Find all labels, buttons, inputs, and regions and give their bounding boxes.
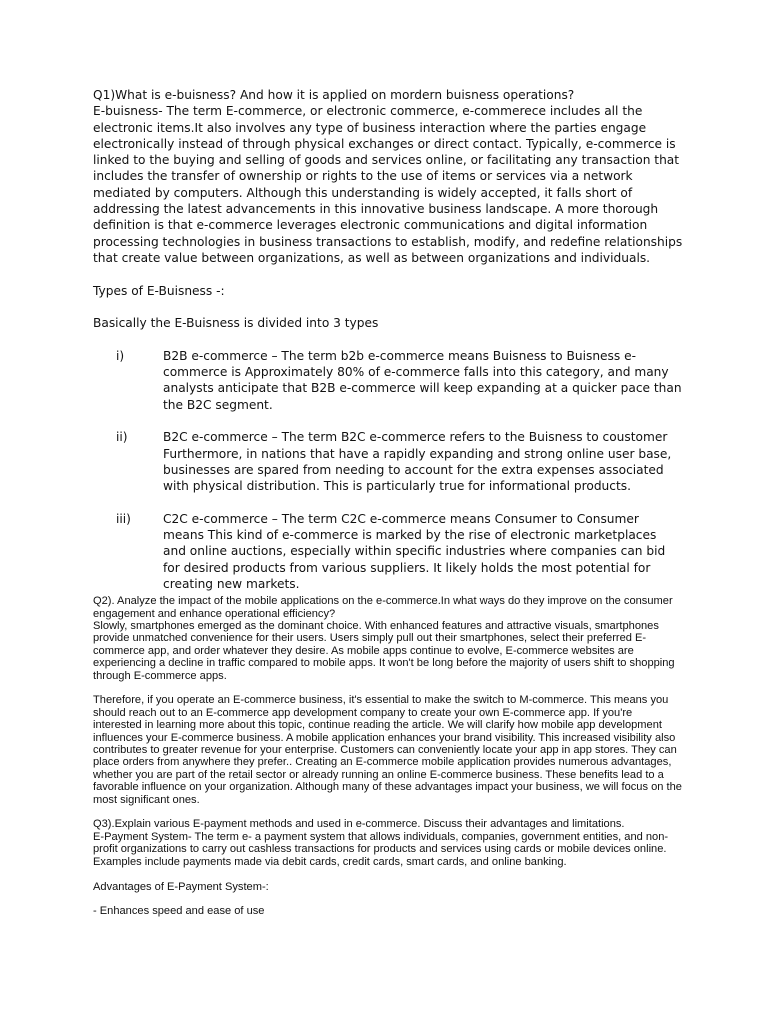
q3-section bbox=[93, 818, 683, 917]
q2-question: Q2). Analyze the impact of the mobile applications on the e-commerce.In what ways do they improve on the consumer engagement and enhance operational efficiency? bbox=[93, 595, 673, 620]
list-item-number: i) bbox=[116, 348, 125, 363]
q1-section bbox=[93, 87, 683, 592]
q2-section bbox=[93, 595, 683, 818]
list-item bbox=[93, 348, 683, 413]
list-item-text: B2C e-commerce – The term B2C e-commerce refers to the Buisness to coustomer Furthermore, in nations that have a rapidly expanding and strong online user base, businesses are spared from needing to account for the extra expenses associated with physical distribution. This is particularly true for informational products. bbox=[163, 430, 672, 494]
document-page bbox=[93, 87, 683, 918]
types-list bbox=[93, 348, 683, 592]
types-intro: Basically the E-Buisness is divided into 3 types bbox=[93, 316, 379, 331]
list-item-text: B2B e-commerce – The term b2b e-commerce means Buisness to Buisness e-commerce is Approximately 80% of e-commerce falls into this category, and many analysts anticipate that B2B e-commerce will keep expanding at a quicker pace than the B2C segment. bbox=[163, 348, 682, 412]
list-item-text: C2C e-commerce – The term C2C e-commerce means Consumer to Consumer means This kind of e-commerce is marked by the rise of electronic marketplaces and online auctions, especially within specific industries where companies can bid for desired products from various suppliers. It likely holds the most potential for creating new markets. bbox=[163, 511, 666, 591]
list-item-number: iii) bbox=[116, 511, 131, 526]
types-heading: Types of E-Buisness -: bbox=[93, 283, 225, 298]
q2-paragraph-1: Slowly, smartphones emerged as the dominant choice. With enhanced features and attractive visuals, smartphones provide unmatched convenience for their users. Users simply pull out their smartphones, select their preferred E-commerce app, and order whatever they desire. As mobile apps continue to evolve, E-commerce websites are experiencing a decline in traffic compared to mobile apps. It won't be long before the majority of users shift to shopping through E-commerce apps. bbox=[93, 620, 675, 682]
q1-question: Q1)What is e-buisness? And how it is applied on mordern buisness operations? bbox=[93, 88, 575, 102]
list-item-number: ii) bbox=[116, 430, 128, 445]
q1-answer: E-buisness- The term E-commerce, or electronic commerce, e-commerece includes all the electronic items.It also involves any type of business interaction where the parties engage electronically instead of through physical exchanges or direct contact. Typically, e-commerce is linked to the buying and selling of goods and services online, or facilitating any transaction that includes the transfer of ownership or rights to the use of items or services via a network mediated by computers. Although this understanding is widely accepted, it falls short of addressing the latest advancements in this innovative business landscape. A more thorough definition is that e-commerce leverages electronic communications and digital information processing technologies in business transactions to establish, modify, and redefine relationships that create value between organizations, as well as between organizations and individuals. bbox=[93, 104, 683, 265]
advantages-heading: Advantages of E-Payment System-: bbox=[93, 880, 269, 893]
list-item bbox=[93, 429, 683, 494]
advantage-item: - Enhances speed and ease of use bbox=[93, 905, 265, 918]
list-item bbox=[93, 511, 683, 592]
q3-question: Q3).Explain various E-payment methods and used in e-commerce. Discuss their advantages and limitations. bbox=[93, 818, 625, 831]
q2-paragraph-2: Therefore, if you operate an E-commerce business, it's essential to make the switch to M-commerce. This means you should reach out to an E-commerce app development company to create your own E-commerce app. If you're interested in learning more about this topic, continue reading the article. We will clarify how mobile app development influences your E-commerce business. A mobile application enhances your brand visibility. This increased visibility also contributes to greater revenue for your enterprise. Customers can conveniently locate your app in app stores. They can place orders from anywhere they prefer.. Creating an E-commerce mobile application provides numerous advantages, whether you are part of the retail sector or already running an online E-commerce business. These benefits lead to a favorable influence on your organization. Although many of these advantages impact your business, we will focus on the most significant ones. bbox=[93, 694, 682, 806]
q3-answer: E-Payment System- The term e- a payment system that allows individuals, companies, government entities, and non-profit organizations to carry out cashless transactions for products and services using cards or mobile devices online. Examples include payments made via debit cards, credit cards, smart cards, and online banking. bbox=[93, 830, 669, 868]
